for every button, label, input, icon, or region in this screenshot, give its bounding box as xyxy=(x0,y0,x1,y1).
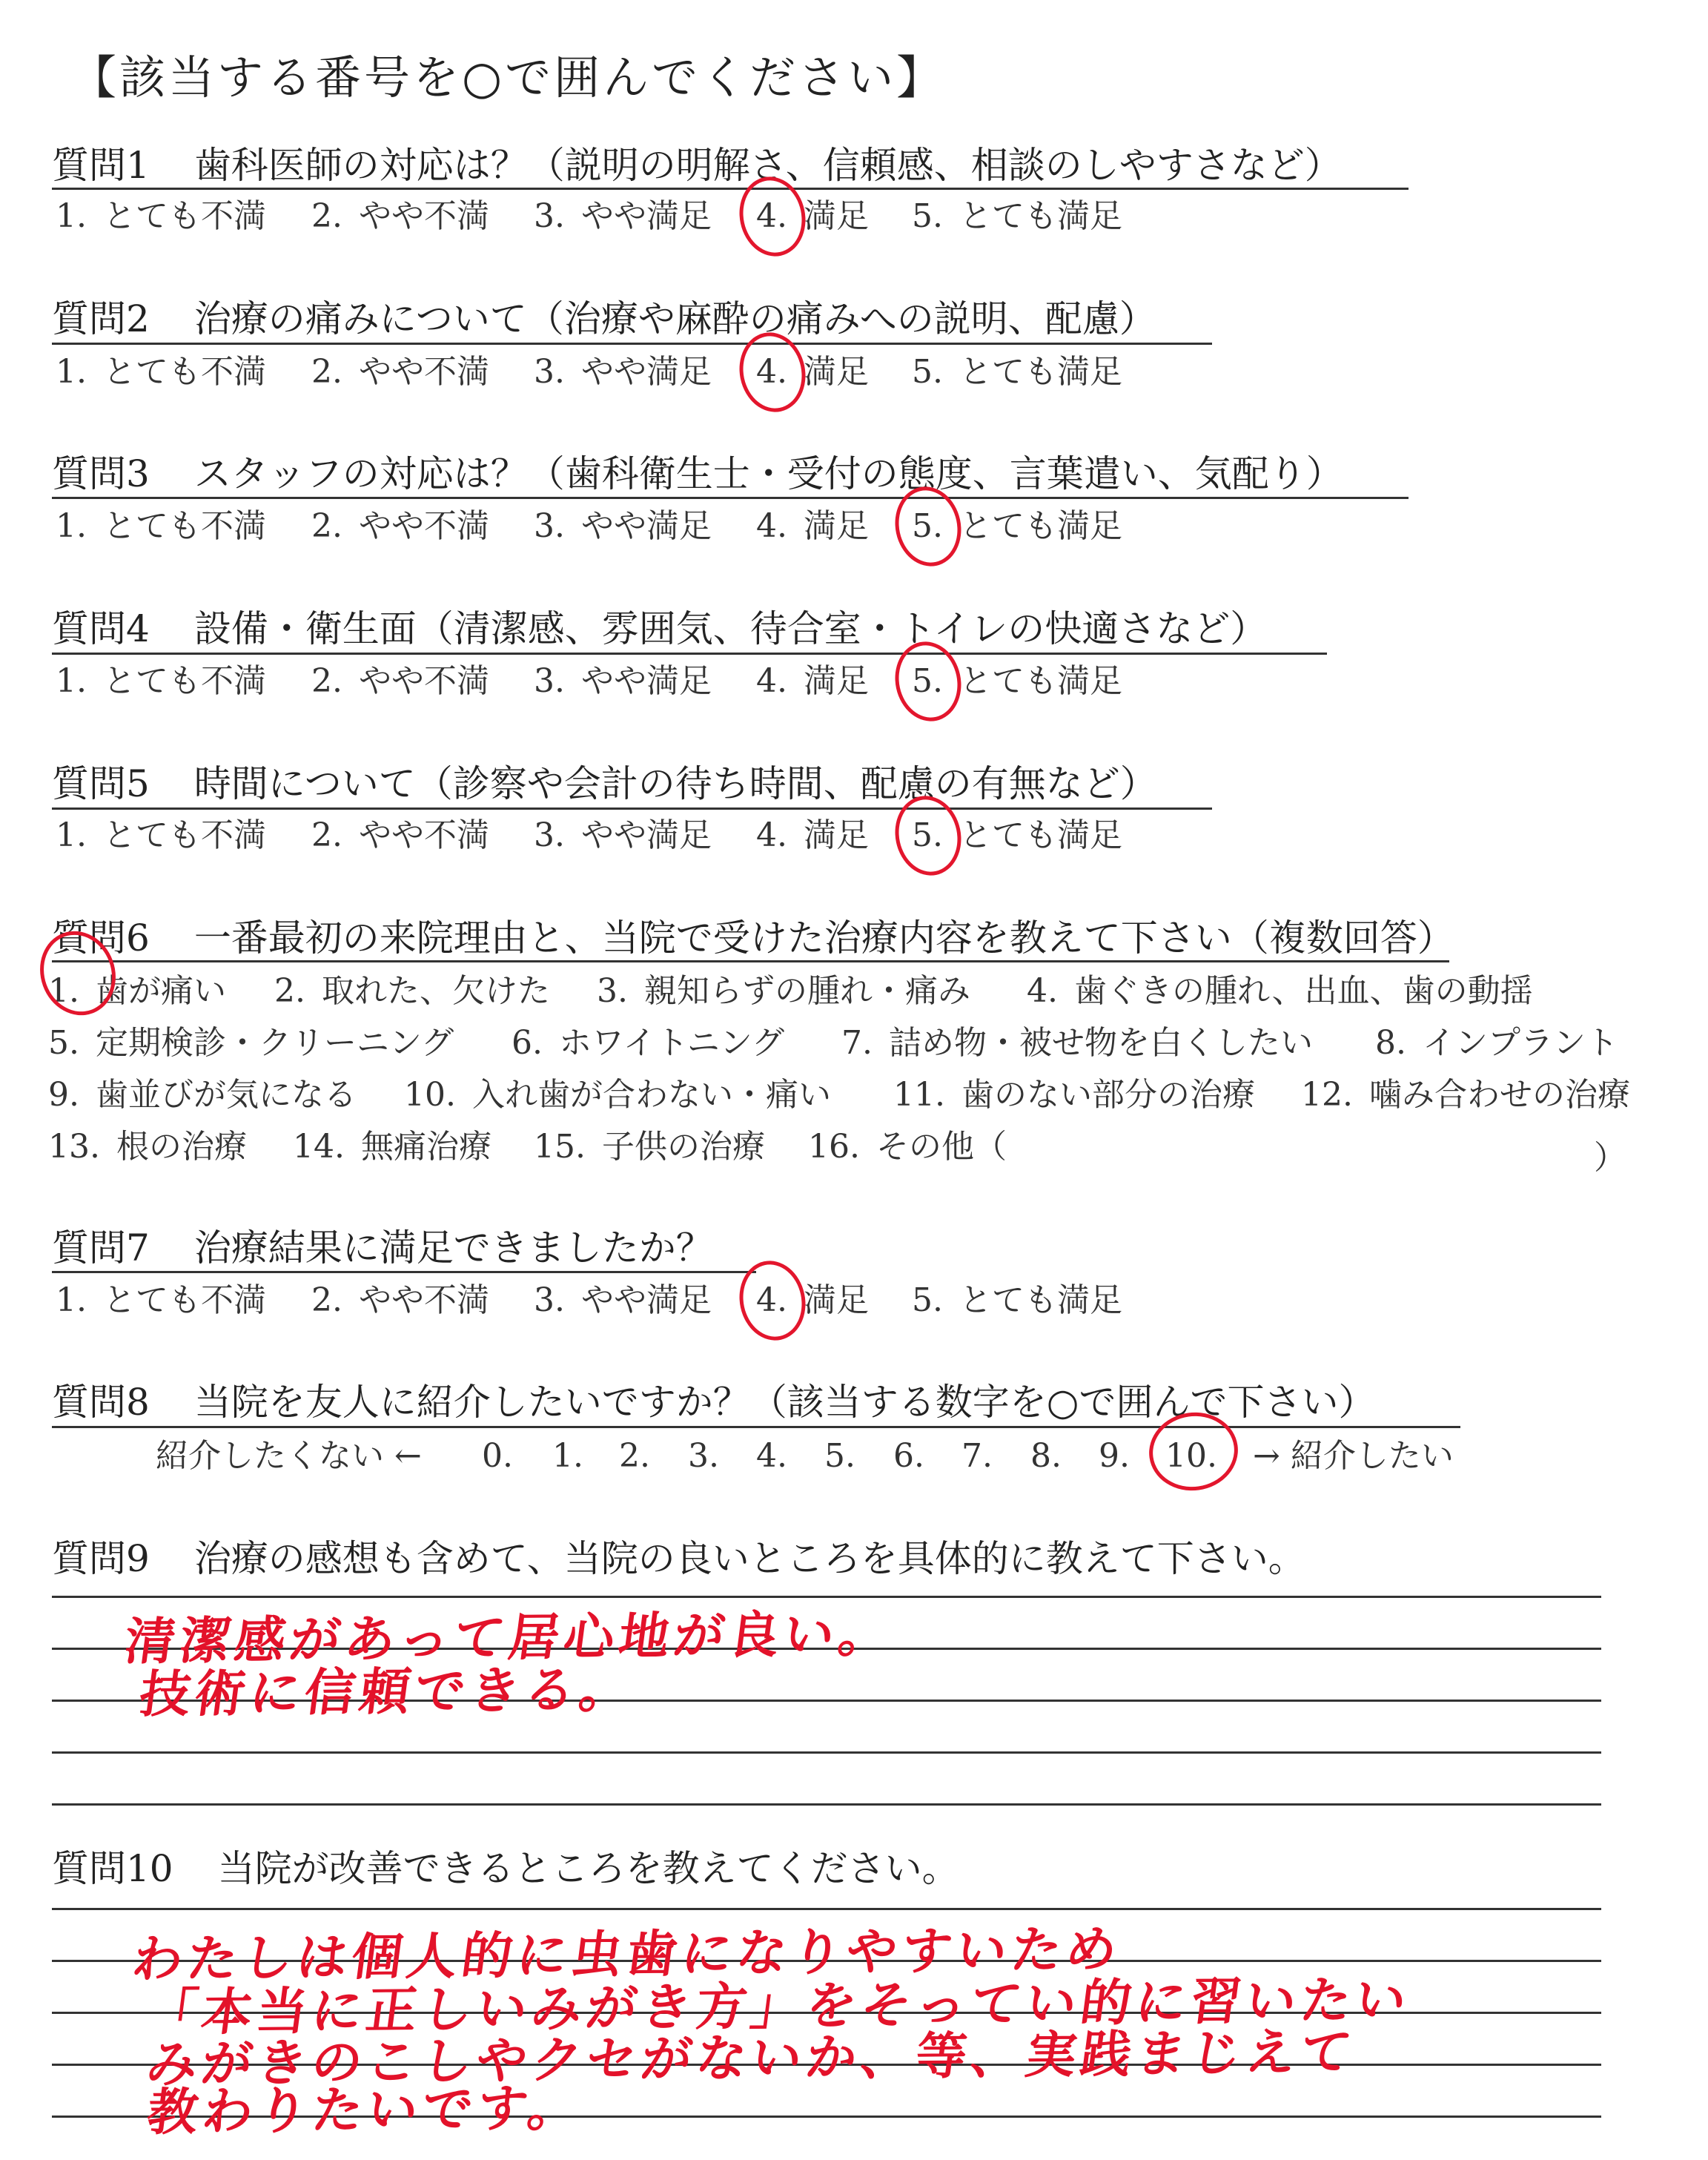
scale-option-q2-2[interactable] xyxy=(311,353,489,391)
question-text: 治療の痛みについて（治療や麻酔の痛みへの説明、配慮） xyxy=(193,297,1156,340)
option-number: 3. xyxy=(534,816,565,854)
question-text: 治療結果に満足できましたか？ xyxy=(193,1226,713,1269)
scale-option-q4-1[interactable] xyxy=(56,662,266,700)
question-6 xyxy=(52,916,1454,960)
option-number: 4. xyxy=(756,353,787,391)
handwritten-answer: 教わりたいです。 xyxy=(143,2078,587,2143)
option-number: 9. xyxy=(48,1076,79,1114)
option-label: 入れ歯が合わない・痛い xyxy=(471,1076,831,1114)
option-number: 1. xyxy=(56,816,87,854)
option-number: 11. xyxy=(893,1076,945,1114)
option-label: インプラント xyxy=(1422,1024,1618,1062)
handwritten-answer: 技術に信頼できる。 xyxy=(136,1660,638,1725)
option-number: 5. xyxy=(912,662,943,700)
scale-option-q7-2[interactable] xyxy=(311,1281,489,1319)
option-label: やや不満 xyxy=(358,353,489,391)
q8-left-label: 紹介したくない ← xyxy=(156,1437,422,1475)
option-number: 4. xyxy=(756,1281,787,1319)
option-label: とても不満 xyxy=(102,507,266,545)
option-label: 噛み合わせの治療 xyxy=(1368,1076,1630,1114)
question-7 xyxy=(52,1226,713,1269)
q8-right-label: → 紹介したい xyxy=(1253,1437,1454,1475)
option-number: 3. xyxy=(534,1281,565,1319)
handwritten-answer: 「本当に正しいみがき方」をそってい的に習いたい xyxy=(142,1971,1414,2043)
question-text: 当院が改善できるところを教えてください。 xyxy=(217,1847,959,1890)
option-label: やや満足 xyxy=(580,662,712,700)
question-underline xyxy=(52,1271,756,1273)
q8-number-8[interactable]: 8. xyxy=(1030,1437,1062,1475)
scale-option-q5-2[interactable] xyxy=(311,816,489,854)
question-label: 質問8 xyxy=(52,1381,150,1424)
option-number: 3. xyxy=(534,662,565,700)
option-label: 満足 xyxy=(803,507,869,545)
q6-option-3[interactable] xyxy=(597,972,970,1010)
question-underline xyxy=(52,653,1327,655)
option-label: 歯が痛い xyxy=(95,972,226,1010)
option-number: 6. xyxy=(512,1024,543,1062)
scale-option-q3-4[interactable] xyxy=(756,507,869,545)
question-text: 治療の感想も含めて、当院の良いところを具体的に教えて下さい。 xyxy=(193,1537,1305,1580)
scale-option-q7-3[interactable] xyxy=(534,1281,712,1319)
scale-option-q5-1[interactable] xyxy=(56,816,266,854)
q6-option-9[interactable] xyxy=(48,1076,357,1114)
scale-option-q1-1[interactable] xyxy=(56,197,266,235)
option-number: 4. xyxy=(756,662,787,700)
q6-option-5[interactable] xyxy=(48,1024,454,1062)
option-number: 1. xyxy=(56,507,87,545)
q6-option-8[interactable] xyxy=(1375,1024,1618,1062)
question-9 xyxy=(52,1537,1305,1580)
question-label: 質問1 xyxy=(52,144,150,187)
option-label: やや満足 xyxy=(580,353,712,391)
question-label: 質問7 xyxy=(52,1226,150,1269)
scale-option-q7-1[interactable] xyxy=(56,1281,266,1319)
q8-number-0[interactable]: 0. xyxy=(482,1437,513,1475)
scale-option-q2-1[interactable] xyxy=(56,353,266,391)
option-number: 14. xyxy=(293,1128,345,1166)
option-number: 5. xyxy=(48,1024,79,1062)
option-number: 5. xyxy=(912,1281,943,1319)
option-label: 満足 xyxy=(803,816,869,854)
question-text: 当院を友人に紹介したいですか？（該当する数字を○で囲んで下さい） xyxy=(193,1381,1376,1424)
option-number: 2. xyxy=(311,1281,342,1319)
question-3 xyxy=(52,452,1343,495)
option-number: 4. xyxy=(756,507,787,545)
q6-option-13[interactable] xyxy=(48,1128,247,1166)
q8-number-3[interactable]: 3. xyxy=(688,1437,719,1475)
scale-option-q1-5[interactable] xyxy=(912,197,1122,235)
option-label: とても満足 xyxy=(959,1281,1122,1319)
question-text: 時間について（診察や会計の待ち時間、配慮の有無など） xyxy=(193,762,1157,805)
question-label: 質問3 xyxy=(52,452,150,495)
scale-option-q3-3[interactable] xyxy=(534,507,712,545)
q8-number-10[interactable]: 10. xyxy=(1165,1437,1217,1475)
option-label: やや不満 xyxy=(358,507,489,545)
option-label: 根の治療 xyxy=(116,1128,247,1166)
option-number: 2. xyxy=(311,507,342,545)
option-number: 13. xyxy=(48,1128,100,1166)
question-underline xyxy=(52,807,1212,810)
scale-option-q4-3[interactable] xyxy=(534,662,712,700)
handwritten-answer: みがきのこしやクセがないか、等、実践まじえて xyxy=(142,2023,1360,2095)
option-number: 2. xyxy=(311,662,342,700)
option-number: 15. xyxy=(534,1128,586,1166)
option-number: 3. xyxy=(534,507,565,545)
scale-option-q3-1[interactable] xyxy=(56,507,266,545)
option-number: 4. xyxy=(756,816,787,854)
option-label: やや満足 xyxy=(580,507,712,545)
option-label: 子供の治療 xyxy=(601,1128,765,1166)
scale-option-q5-3[interactable] xyxy=(534,816,712,854)
option-number: 1. xyxy=(48,972,79,1010)
question-label: 質問10 xyxy=(52,1847,173,1890)
option-label: やや不満 xyxy=(358,197,489,235)
scale-option-q1-3[interactable] xyxy=(534,197,712,235)
scale-option-q7-5[interactable] xyxy=(912,1281,1122,1319)
scale-option-q4-4[interactable] xyxy=(756,662,869,700)
q6-option-7[interactable] xyxy=(841,1024,1313,1062)
option-label: とても満足 xyxy=(959,816,1122,854)
question-1 xyxy=(52,144,1342,187)
q8-number-4[interactable]: 4. xyxy=(756,1437,787,1475)
question-label: 質問9 xyxy=(52,1537,150,1580)
handwritten-answer: わたしは個人的に虫歯になりやすいため xyxy=(128,1920,1125,1989)
option-label: とても満足 xyxy=(959,353,1122,391)
question-label: 質問5 xyxy=(52,762,150,805)
question-text: 歯科医師の対応は？（説明の明解さ、信頼感、相談のしやすさなど） xyxy=(193,144,1342,187)
q6-option-10[interactable] xyxy=(404,1076,831,1114)
question-10 xyxy=(52,1847,959,1890)
option-label: 無痛治療 xyxy=(360,1128,491,1166)
option-label: とても不満 xyxy=(102,816,266,854)
option-label: 満足 xyxy=(803,197,869,235)
option-number: 3. xyxy=(597,972,628,1010)
option-number: 1. xyxy=(56,353,87,391)
question-label: 質問2 xyxy=(52,297,150,340)
q6-option-15[interactable] xyxy=(534,1128,765,1166)
question-underline xyxy=(52,188,1409,190)
option-label: ホワイトニング xyxy=(558,1024,785,1062)
option-number: 16. xyxy=(808,1128,860,1166)
scale-option-q5-4[interactable] xyxy=(756,816,869,854)
scale-option-q4-2[interactable] xyxy=(311,662,489,700)
option-label: とても不満 xyxy=(102,353,266,391)
option-label: とても満足 xyxy=(959,507,1122,545)
option-number: 8. xyxy=(1375,1024,1406,1062)
writing-line xyxy=(52,1751,1601,1754)
option-label: 歯並びが気になる xyxy=(95,1076,357,1114)
q6-option-14[interactable] xyxy=(293,1128,491,1166)
question-underline xyxy=(52,960,1449,962)
question-5 xyxy=(52,762,1157,805)
question-label: 質問6 xyxy=(52,916,150,960)
q8-number-9[interactable]: 9. xyxy=(1099,1437,1130,1475)
option-label: やや満足 xyxy=(580,197,712,235)
q8-number-2[interactable]: 2. xyxy=(619,1437,650,1475)
option-number: 10. xyxy=(404,1076,456,1114)
scale-option-q2-5[interactable] xyxy=(912,353,1122,391)
option-label: とても不満 xyxy=(102,197,266,235)
option-label: 満足 xyxy=(803,662,869,700)
q6-option-6[interactable] xyxy=(512,1024,785,1062)
option-label: 満足 xyxy=(803,353,869,391)
option-number: 3. xyxy=(534,353,565,391)
option-number: 2. xyxy=(274,972,305,1010)
option-number: 5. xyxy=(912,507,943,545)
option-label: 取れた、欠けた xyxy=(321,972,550,1010)
page-title: 【該当する番号を○で囲んでください】 xyxy=(70,50,946,105)
selection-circle xyxy=(732,1255,813,1347)
option-number: 1. xyxy=(56,662,87,700)
option-label: 親知らずの腫れ・痛み xyxy=(643,972,970,1010)
writing-line xyxy=(52,1908,1601,1910)
scale-option-q1-2[interactable] xyxy=(311,197,489,235)
q8-number-7[interactable]: 7. xyxy=(961,1437,993,1475)
question-underline xyxy=(52,1426,1460,1428)
option-label: 満足 xyxy=(803,1281,869,1319)
option-number: 5. xyxy=(912,197,943,235)
q8-number-6[interactable]: 6. xyxy=(893,1437,924,1475)
option-number: 1. xyxy=(56,1281,87,1319)
writing-line xyxy=(52,1803,1601,1806)
option-number: 12. xyxy=(1301,1076,1353,1114)
q6-option-2[interactable] xyxy=(274,972,550,1010)
q6-option-16[interactable] xyxy=(808,1128,1007,1166)
question-4 xyxy=(52,607,1268,650)
option-label: やや不満 xyxy=(358,1281,489,1319)
option-label: やや満足 xyxy=(580,1281,712,1319)
option-label: 歯のない部分の治療 xyxy=(961,1076,1255,1114)
question-label: 質問4 xyxy=(52,607,150,650)
option-number: 4. xyxy=(1027,972,1058,1010)
question-text: 設備・衛生面（清潔感、雰囲気、待合室・トイレの快適さなど） xyxy=(193,607,1268,650)
option-label: とても不満 xyxy=(102,1281,266,1319)
option-label: 定期検診・クリーニング xyxy=(95,1024,454,1062)
option-label: とても不満 xyxy=(102,662,266,700)
scale-option-q2-3[interactable] xyxy=(534,353,712,391)
option-label: 詰め物・被せ物を白くしたい xyxy=(888,1024,1313,1062)
q6-option-12[interactable] xyxy=(1301,1076,1630,1114)
question-text: スタッフの対応は？（歯科衛生士・受付の態度、言葉遣い、気配り） xyxy=(193,452,1343,495)
question-underline xyxy=(52,343,1212,345)
option-number: 1. xyxy=(56,197,87,235)
question-2 xyxy=(52,297,1156,340)
q8-number-5[interactable]: 5. xyxy=(824,1437,855,1475)
option-number: 7. xyxy=(841,1024,873,1062)
question-underline xyxy=(52,497,1409,499)
option-label: その他（ xyxy=(875,1128,1007,1166)
q6-option-4[interactable] xyxy=(1027,972,1533,1010)
option-number: 5. xyxy=(912,816,943,854)
option-label: やや満足 xyxy=(580,816,712,854)
option-number: 2. xyxy=(311,353,342,391)
option-label: やや不満 xyxy=(358,662,489,700)
question-text: 一番最初の来院理由と、当院で受けた治療内容を教えて下さい（複数回答） xyxy=(193,916,1454,960)
option-number: 2. xyxy=(311,197,342,235)
q6-other-close: ） xyxy=(1594,1139,1626,1177)
option-label: 歯ぐきの腫れ、出血、歯の動揺 xyxy=(1073,972,1533,1010)
q6-option-11[interactable] xyxy=(893,1076,1255,1114)
option-number: 3. xyxy=(534,197,565,235)
q8-number-1[interactable]: 1. xyxy=(552,1437,583,1475)
option-number: 5. xyxy=(912,353,943,391)
option-number: 2. xyxy=(311,816,342,854)
scale-option-q3-2[interactable] xyxy=(311,507,489,545)
option-label: やや不満 xyxy=(358,816,489,854)
option-label: とても満足 xyxy=(959,662,1122,700)
option-number: 4. xyxy=(756,197,787,235)
handwritten-answer: 清潔感があって居心地が良い。 xyxy=(121,1605,898,1672)
option-label: とても満足 xyxy=(959,197,1122,235)
